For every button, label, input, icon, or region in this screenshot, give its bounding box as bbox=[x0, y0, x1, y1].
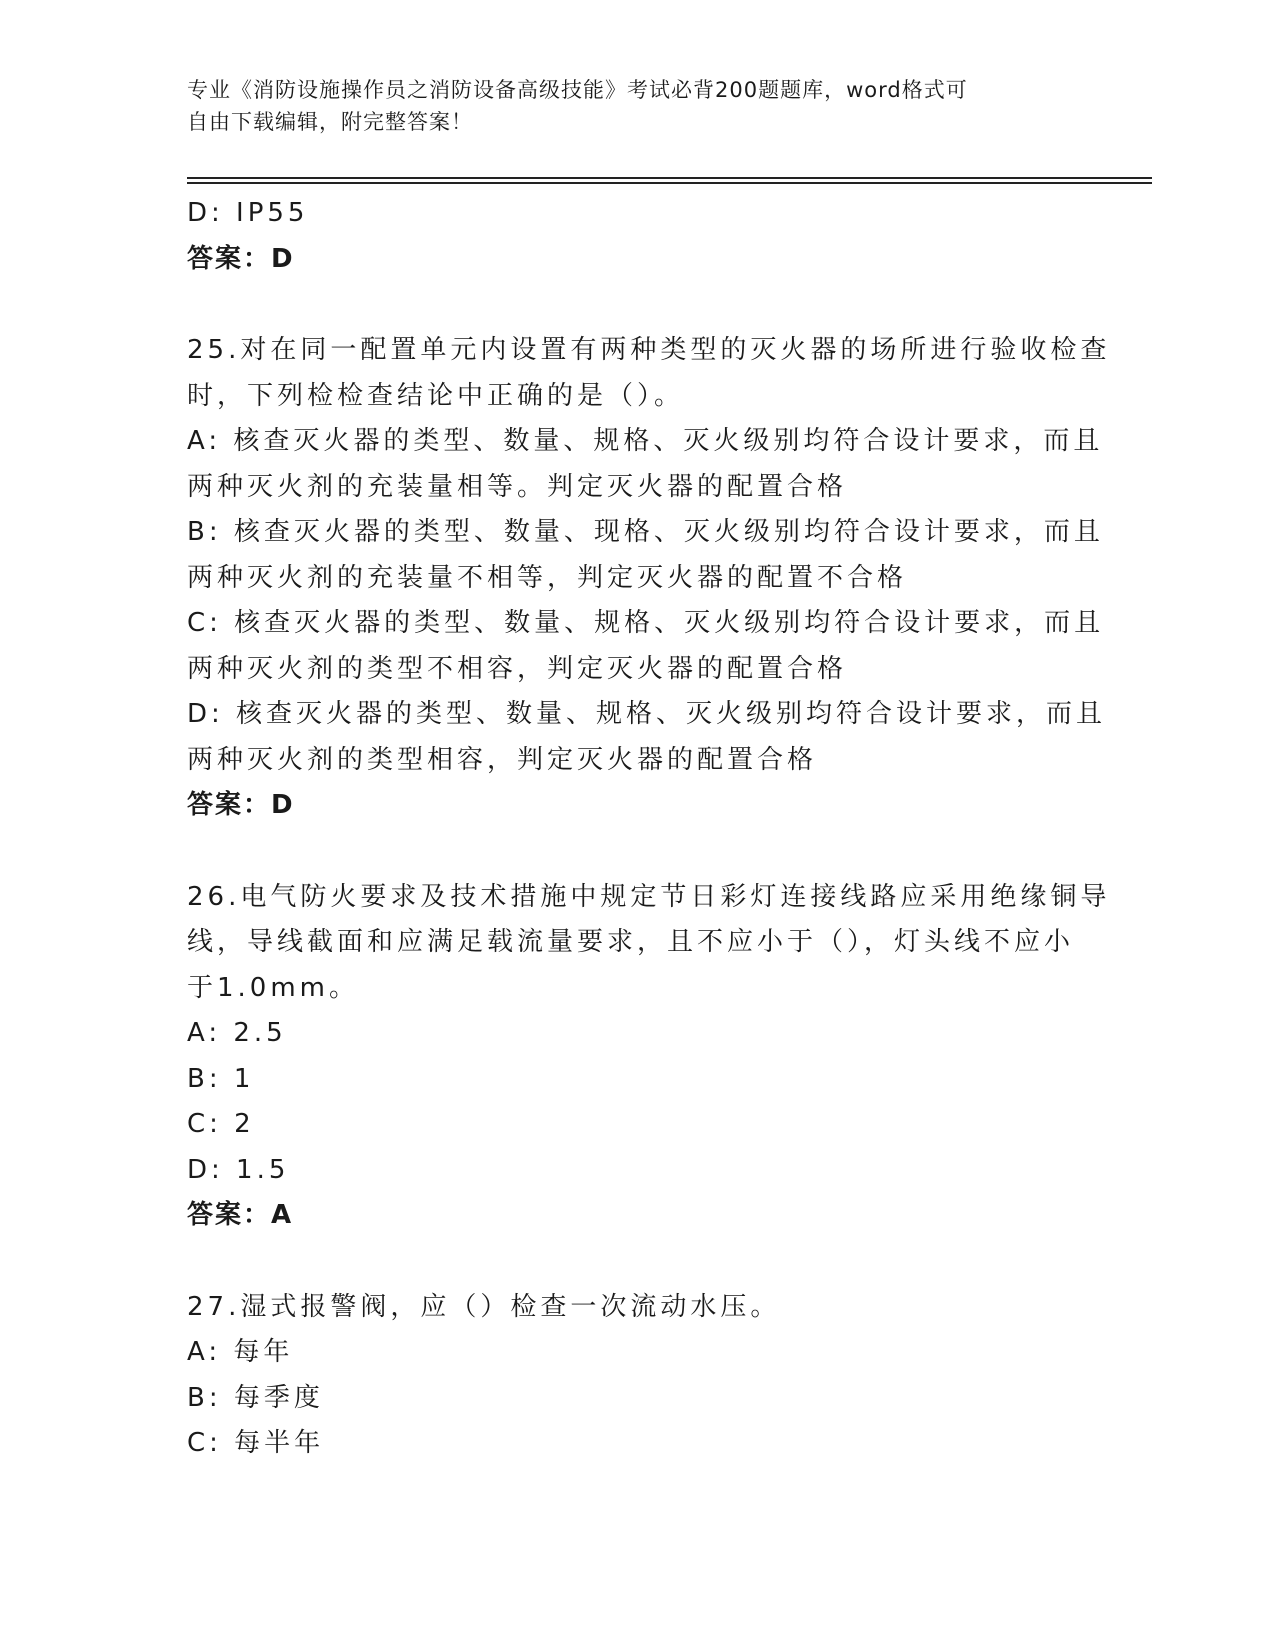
page-header bbox=[187, 74, 1087, 138]
question-list bbox=[187, 191, 1111, 1467]
option-c: C: 每半年 bbox=[187, 1428, 325, 1458]
question-stem: 线，导线截面和应满足载流量要求，且不应小于（），灯头线不应小 bbox=[187, 927, 1075, 957]
option-d-cont: 两种灭火剂的类型相容，判定灭火器的配置合格 bbox=[187, 744, 818, 775]
previous-question-tail bbox=[187, 191, 1087, 282]
spacer bbox=[187, 829, 1087, 875]
question-25 bbox=[187, 328, 1111, 829]
option-a: A: 每年 bbox=[187, 1337, 294, 1367]
option-a-cont: 两种灭火剂的充装量相等。判定灭火器的配置合格 bbox=[187, 471, 848, 502]
answer: 答案：D bbox=[187, 790, 295, 820]
header-rule-bottom bbox=[187, 182, 1152, 184]
spacer bbox=[187, 282, 1087, 328]
option-b: B: 1 bbox=[187, 1063, 255, 1094]
header-line-2: 自由下载编辑，附完整答案！ bbox=[187, 110, 473, 134]
option-c-cont: 两种灭火剂的类型不相容，判定灭火器的配置合格 bbox=[187, 653, 848, 684]
header-rule-top bbox=[187, 177, 1152, 179]
option-d: D: 1.5 bbox=[187, 1154, 290, 1185]
question-stem: 于1.0mm。 bbox=[187, 972, 360, 1003]
header-line-1: 专业《消防设施操作员之消防设备高级技能》考试必背200题题库，word格式可 bbox=[187, 78, 968, 102]
option-c: C: 2 bbox=[187, 1109, 255, 1139]
option-a: A: 核查灭火器的类型、数量、规格、灭火级别均符合设计要求，而且 bbox=[187, 426, 1104, 456]
question-stem: 27.湿式报警阀，应（）检查一次流动水压。 bbox=[187, 1291, 781, 1322]
question-26 bbox=[187, 875, 1111, 1239]
option-d: D: 核查灭火器的类型、数量、规格、灭火级别均符合设计要求，而且 bbox=[187, 699, 1107, 729]
question-stem: 26.电气防火要求及技术措施中规定节日彩灯连接线路应采用绝缘铜导 bbox=[187, 881, 1111, 912]
option-b: B: 每季度 bbox=[187, 1382, 324, 1413]
question-27 bbox=[187, 1285, 1087, 1467]
question-stem: 时，下列检检查结论中正确的是（）。 bbox=[187, 380, 685, 411]
answer: 答案：A bbox=[187, 1200, 294, 1230]
option-d: D: IP55 bbox=[187, 198, 309, 228]
option-c: C: 核查灭火器的类型、数量、规格、灭火级别均符合设计要求，而且 bbox=[187, 608, 1105, 638]
option-b: B: 核查灭火器的类型、数量、现格、灭火级别均符合设计要求，而且 bbox=[187, 517, 1104, 547]
answer: 答案：D bbox=[187, 243, 295, 274]
option-b-cont: 两种灭火剂的充装量不相等，判定灭火器的配置不合格 bbox=[187, 562, 908, 593]
spacer bbox=[187, 1239, 1087, 1285]
option-a: A: 2.5 bbox=[187, 1018, 287, 1048]
question-stem: 25.对在同一配置单元内设置有两种类型的灭火器的场所进行验收检查 bbox=[187, 335, 1111, 365]
